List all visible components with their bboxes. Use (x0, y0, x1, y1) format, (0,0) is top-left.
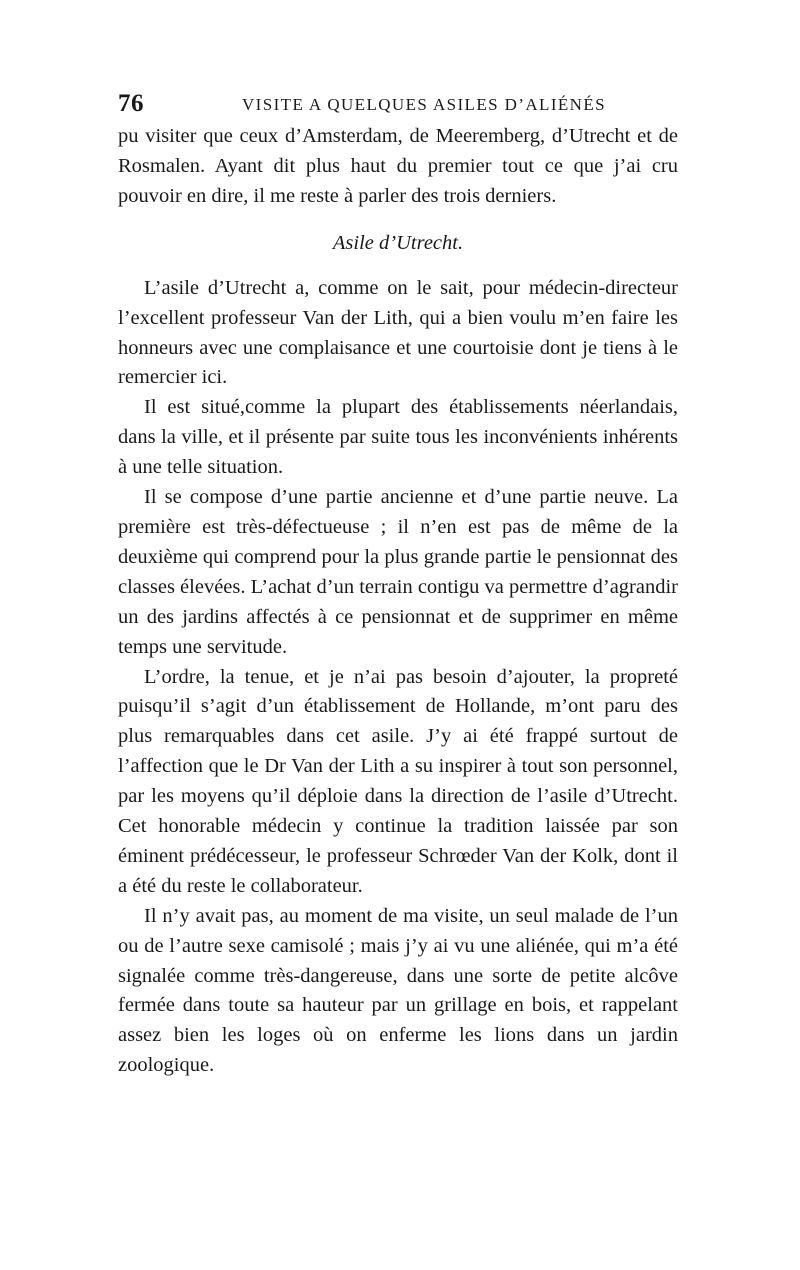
running-title: VISITE A QUELQUES ASILES D’ALIÉNÉS (242, 95, 606, 114)
running-head (118, 90, 678, 120)
paragraph: Il est situé,comme la plupart des établissements néerlandais, dans la ville, et il présente par suite tous les inconvénients inhérents à une telle situation. (118, 396, 678, 479)
body-text (118, 122, 678, 1081)
paragraph: Il se compose d’une partie ancienne et d’une partie neuve. La première est très-défectueuse ; il n’en est pas de même de la deuxième qui comprend pour la plus grande partie le pensionnat des classes élevées. L’achat d’un terrain contigu va permettre d’agrandir un des jardins affectés à ce pensionnat et de supprimer en même temps une servitude. (118, 486, 678, 658)
section-heading: Asile d’Utrecht. (332, 231, 464, 254)
paragraph: Il n’y avait pas, au moment de ma visite, un seul malade de l’un ou de l’autre sexe camisolé ; mais j’y ai vu une aliénée, qui m’a été signalée comme très-dangereuse, dans une sorte de petite alcôve fermée dans toute sa hauteur par un grillage en bois, et rappelant assez bien les loges où on enferme les lions dans un jardin zoologique. (118, 904, 678, 1077)
page-number: 76 (118, 90, 144, 117)
paragraph-continuation: pu visiter que ceux d’Amsterdam, de Meeremberg, d’Utrecht et de Rosmalen. Ayant dit plus haut du premier tout ce que j’ai cru pouvoir en dire, il me reste à parler des trois derniers. (118, 125, 678, 207)
paragraph: L’ordre, la tenue, et je n’ai pas besoin d’ajouter, la propreté puisqu’il s’agit d’un établissement de Hollande, m’ont paru des plus remarquables dans cet asile. J’y ai été frappé surtout de l’affection que le Dr Van der Lith a su inspirer à tout son personnel, par les moyens qu’il déploie dans la direction de l’asile d’Utrecht. Cet honorable médecin y continue la tradition laissée par son éminent prédécesseur, le professeur Schrœder Van der Kolk, dont il a été du reste le collaborateur. (118, 665, 678, 897)
paragraph: L’asile d’Utrecht a, comme on le sait, pour médecin-directeur l’excellent professeur Van der Lith, qui a bien voulu m’en faire les honneurs avec une complaisance et une courtoisie dont je tiens à le remercier ici. (118, 276, 678, 389)
